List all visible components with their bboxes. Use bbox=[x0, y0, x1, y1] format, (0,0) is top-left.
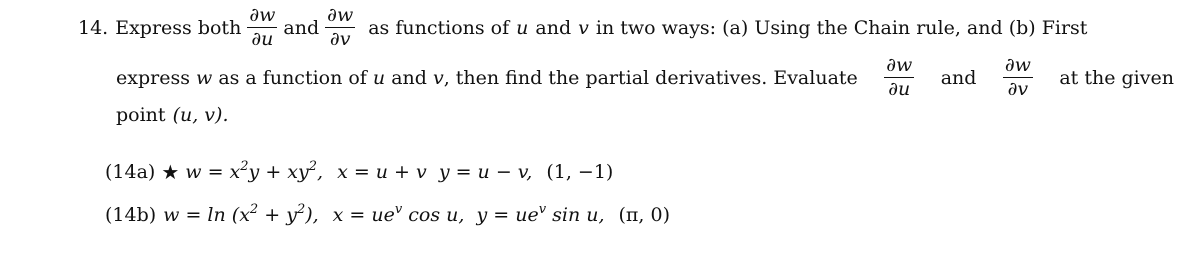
frac-num: ∂w bbox=[327, 4, 354, 26]
text-as-functions: as functions of bbox=[368, 16, 510, 39]
star-icon: ★ bbox=[161, 160, 180, 184]
part-b-point: (π, 0) bbox=[618, 204, 670, 226]
var-u: u bbox=[372, 66, 386, 89]
text-as-function-of: as a function of bbox=[218, 66, 367, 89]
text-and: and bbox=[535, 16, 572, 39]
part-b-eq1: $w = \ln (x^2 + y^2)$, bbox=[163, 202, 319, 226]
part-a bbox=[105, 160, 613, 184]
text-at-the-given: at the given bbox=[1059, 66, 1174, 89]
var-u: u bbox=[516, 16, 529, 39]
part-b-label: (14b) bbox=[105, 204, 157, 226]
text-then-find: , then find the partial derivatives. Evaluate bbox=[443, 66, 858, 89]
problem-line-2 bbox=[116, 56, 1174, 99]
frac-num: ∂w bbox=[886, 54, 913, 76]
problem-line-1 bbox=[78, 6, 1087, 49]
part-a-eq1: $w = x^2y + xy^2$, bbox=[185, 159, 324, 183]
frac-den: ∂u bbox=[888, 78, 911, 100]
text-two-ways: in two ways: (a) Using the Chain rule, and (b) First bbox=[595, 16, 1088, 39]
problem-number: 14. bbox=[78, 16, 109, 39]
fraction-dw-du bbox=[247, 6, 277, 49]
frac-den: ∂u bbox=[251, 28, 274, 50]
frac-num: ∂w bbox=[249, 4, 276, 26]
text-express: express bbox=[116, 66, 190, 89]
fraction-dw-dv bbox=[325, 6, 355, 49]
frac-num: ∂w bbox=[1004, 54, 1031, 76]
part-a-label: (14a) bbox=[105, 161, 156, 183]
var-v: v bbox=[578, 16, 589, 39]
var-v: v bbox=[432, 66, 444, 89]
text-and: and bbox=[283, 16, 320, 39]
fraction-dw-du-2 bbox=[884, 56, 914, 99]
text-and: and bbox=[940, 66, 977, 89]
part-b-eq2: $x = ue^v$ cos u, $y = ue^v$ sin u, bbox=[332, 202, 605, 226]
fraction-dw-dv-2 bbox=[1003, 56, 1033, 99]
frac-den: ∂v bbox=[1007, 78, 1029, 100]
text-point: point bbox=[116, 104, 166, 126]
part-b bbox=[105, 204, 670, 226]
var-w: w bbox=[196, 66, 213, 89]
point-uv: (u, v). bbox=[172, 104, 229, 126]
text-and: and bbox=[391, 66, 427, 89]
part-a-point: (1, −1) bbox=[546, 161, 614, 183]
frac-den: ∂v bbox=[329, 28, 351, 50]
part-a-eq2: x = u + v y = u − v, bbox=[337, 161, 533, 183]
problem-line-3 bbox=[116, 104, 228, 126]
text-express-both: Express both bbox=[115, 16, 242, 39]
